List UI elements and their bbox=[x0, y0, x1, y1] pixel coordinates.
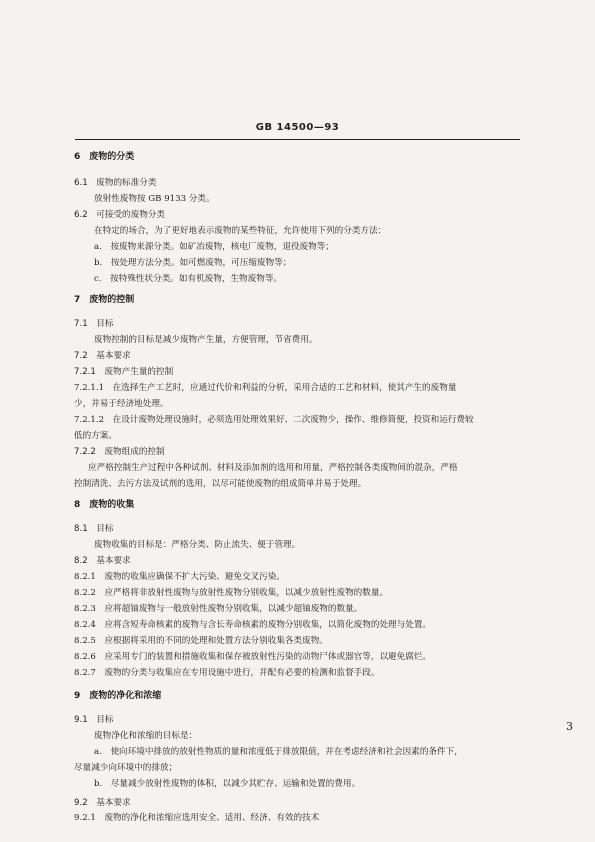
clause-7-1-heading: 7.1 目标 bbox=[74, 319, 114, 329]
clause-7-2-1-1-text-cont: 少，并易于经济地处理。 bbox=[74, 399, 169, 409]
list-item-9-b: b. 尽量减少放射性废物的体积，以减少其贮存、运输和处置的费用。 bbox=[94, 779, 361, 789]
list-item-9-a-cont: 尽量减少向环境中的排放； bbox=[74, 763, 178, 773]
list-item-c: c. 按特殊性状分类。如有机废物，生物废物等。 bbox=[94, 274, 283, 284]
page-header: GB 14500—93 bbox=[255, 122, 340, 133]
clause-7-2-2-heading: 7.2.2 废物组成的控制 bbox=[74, 447, 165, 457]
section-9-heading: 9 废物的净化和浓缩 bbox=[74, 691, 162, 701]
clause-8-2-7: 8.2.7 废物的分类与收集应在专用设施中进行，并配有必要的检测和监督手段。 bbox=[74, 668, 380, 678]
header-rule bbox=[75, 139, 520, 140]
clause-8-2-2: 8.2.2 应严格将非放射性废物与放射性废物分别收集，以减少放射性废物的数量。 bbox=[74, 588, 389, 598]
clause-7-2-1-2-text: 7.2.1.2 在设计废物处理设施时，必须选用处理效果好、二次废物少，操作、维修简便，投资和运行费较 bbox=[74, 415, 474, 425]
clause-8-2-1: 8.2.1 废物的收集应确保不扩大污染、避免交叉污染。 bbox=[74, 572, 285, 582]
clause-9-2-1-partial: 9.2.1 废物的净化和浓缩应选用安全、适用、经济、有效的技术 bbox=[74, 813, 320, 823]
clause-7-2-1-1-text: 7.2.1.1 在选择生产工艺时，应通过代价和利益的分析，采用合适的工艺和材料，使其产生的废物量 bbox=[74, 383, 457, 393]
clause-7-2-2-text: 应严格控制生产过程中各种试剂、材料及添加剂的选用和用量，严格控制各类废物间的混杂，严格 bbox=[88, 463, 458, 473]
clause-8-2-heading: 8.2 基本要求 bbox=[74, 556, 131, 566]
clause-7-2-heading: 7.2 基本要求 bbox=[74, 351, 131, 361]
list-item-b: b. 按处理方法分类。如可燃废物，可压缩废物等； bbox=[94, 258, 292, 268]
clause-8-2-5: 8.2.5 应根据将采用的不同的处理和处置方法分别收集各类废物。 bbox=[74, 636, 328, 646]
section-7-heading: 7 废物的控制 bbox=[74, 295, 135, 305]
clause-8-2-6: 8.2.6 应采用专门的装置和措施收集和保存被放射性污染的动物尸体或器官等，以避免腐烂。 bbox=[74, 652, 432, 662]
section-6-heading: 6 废物的分类 bbox=[74, 152, 135, 162]
clause-6-2-text: 在特定的场合，为了更好地表示废物的某些特征，允许使用下列的分类方法： bbox=[94, 226, 387, 236]
list-item-9-a: a. 使向环境中排放的放射性物质的量和浓度低于排放限值，并在考虑经济和社会因素的条件下， bbox=[94, 747, 463, 757]
section-8-heading: 8 废物的收集 bbox=[74, 500, 135, 510]
clause-7-2-1-2-text-cont: 低的方案。 bbox=[74, 431, 117, 441]
list-item-a: a. 按废物来源分类。如矿冶废物，核电厂废物，退役废物等； bbox=[94, 242, 334, 252]
clause-9-1-text: 废物净化和浓缩的目标是： bbox=[94, 731, 198, 741]
clause-6-1-text: 放射性废物按 GB 9133 分类。 bbox=[94, 194, 215, 204]
clause-9-2-heading: 9.2 基本要求 bbox=[74, 798, 131, 808]
clause-7-2-1-heading: 7.2.1 废物产生量的控制 bbox=[74, 367, 174, 377]
clause-8-1-heading: 8.1 目标 bbox=[74, 524, 114, 534]
clause-6-1-heading: 6.1 废物的标准分类 bbox=[74, 178, 157, 188]
clause-7-2-2-text-cont: 控制清洗、去污方法及试剂的选用，以尽可能使废物的组成简单并易于处理。 bbox=[74, 479, 367, 489]
clause-8-2-3: 8.2.3 应将超铀废物与一般放射性废物分别收集，以减少超铀废物的数量。 bbox=[74, 604, 363, 614]
clause-8-2-4: 8.2.4 应将含短寿命核素的废物与含长寿命核素的废物分别收集，以简化废物的处理与处置。 bbox=[74, 620, 432, 630]
page-number: 3 bbox=[566, 720, 573, 733]
clause-7-1-text: 废物控制的目标是减少废物产生量，方便管理，节省费用。 bbox=[94, 335, 318, 345]
clause-6-2-heading: 6.2 可接受的废物分类 bbox=[74, 210, 166, 220]
clause-9-1-heading: 9.1 目标 bbox=[74, 715, 114, 725]
clause-8-1-text: 废物收集的目标是：严格分类、防止流失、便于管理。 bbox=[94, 540, 301, 550]
